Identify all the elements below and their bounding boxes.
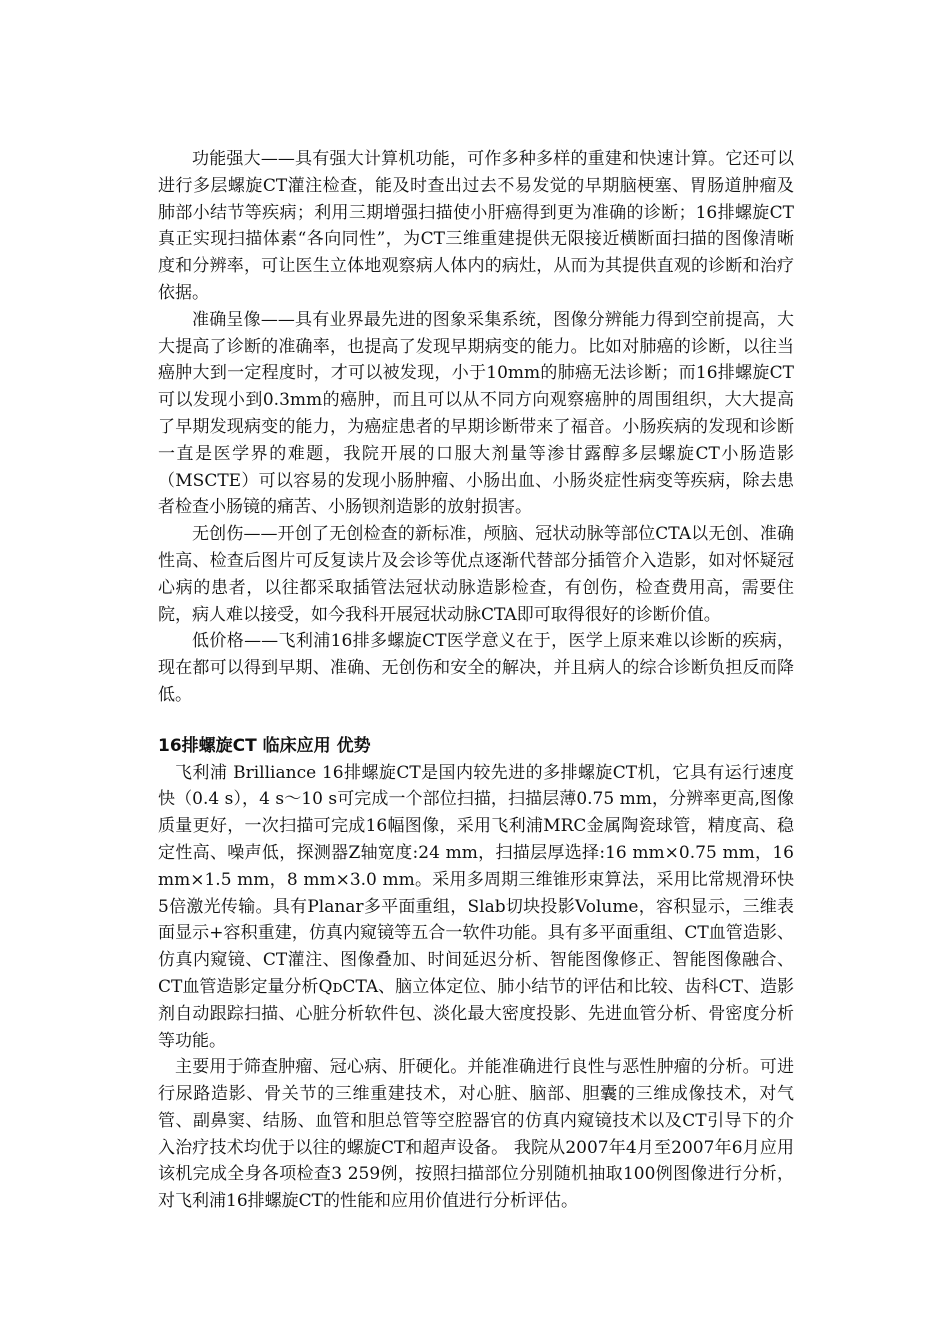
document-page xyxy=(158,146,794,1215)
paragraph-clinical-use: 主要用于筛查肿瘤、冠心病、肝硬化。并能准确进行良性与恶性肿瘤的分析。可进行尿路造影、骨关节的三维重建技术，对心脏、脑部、胆囊的三维成像技术，对气管、副鼻窦、结肠、血管和胆总管等空腔器官的仿真内窥镜技术以及CT引导下的介入治疗技术均优于以往的螺旋CT和超声设备。 我院从2007年4月至2007年6月应用该机完成全身各项检查3 259例，按照扫描部位分别随机抽取100例图像进行分析，对飞利浦16排螺旋CT的性能和应用价值进行分析评估。 xyxy=(158,1057,794,1212)
paragraph-non-invasive: 无创伤——开创了无创检查的新标准，颅脑、冠状动脉等部位CTA以无创、准确性高、检查后图片可反复读片及会诊等优点逐渐代替部分插管介入造影，如对怀疑冠心病的患者，以往都采取插管法冠状动脉造影检查，有创伤，检查费用高，需要住院，病人难以接受，如今我科开展冠状动脉CTA即可取得很好的诊断价值。 xyxy=(158,524,794,625)
section-heading: 16排螺旋CT 临床应用 优势 xyxy=(158,735,371,756)
paragraph-brilliance-specs: 飞利浦 Brilliance 16排螺旋CT是国内较先进的多排螺旋CT机，它具有运行速度快（0.4 s），4 s～10 s可完成一个部位扫描，扫描层薄0.75 mm，分辨率更高,图像质量更好，一次扫描可完成16幅图像，采用飞利浦MRC金属陶瓷球管，精度高、稳定性高、噪声低，探测器Z轴宽度:24 mm，扫描层厚选择:16 mm×0.75 mm，16 mm×1.5 mm，8 mm×3.0 mm。采用多周期三维锥形束算法，采用比常规滑环快5倍激光传输。具有Planar多平面重组，Slab切块投影Volume，容积显示，三维表面显示+容积重建，仿真内窥镜等五合一软件功能。具有多平面重组、CT血管造影、仿真内窥镜、CT灌注、图像叠加、时间延迟分析、智能图像修正、智能图像融合、CT血管造影定量分析QᴅCTA、脑立体定位、肺小结节的评估和比较、齿科CT、造影剂自动跟踪扫描、心脏分析软件包、淡化最大密度投影、先进血管分析、骨密度分析等功能。 xyxy=(158,762,794,1051)
paragraph-accurate-imaging: 准确呈像——具有业界最先进的图象采集系统，图像分辨能力得到空前提高，大大提高了诊断的准确率，也提高了发现早期病变的能力。比如对肺癌的诊断，以往当癌肿大到一定程度时，才可以被发现，小于10mm的肺癌无法诊断；而16排螺旋CT可以发现小到0.3mm的癌肿，而且可以从不同方向观察癌肿的周围组织，大大提高了早期发现病变的能力，为癌症患者的早期诊断带来了福音。小肠疾病的发现和诊断一直是医学界的难题，我院开展的口服大剂量等渗甘露醇多层螺旋CT小肠造影（MSCTE）可以容易的发现小肠肿瘤、小肠出血、小肠炎症性病变等疾病，除去患者检查小肠镜的痛苦、小肠钡剂造影的放射损害。 xyxy=(158,309,794,518)
paragraph-powerful-function: 功能强大——具有强大计算机功能，可作多种多样的重建和快速计算。它还可以进行多层螺旋CT灌注检查，能及时查出过去不易发觉的早期脑梗塞、胃肠道肿瘤及肺部小结节等疾病；利用三期增强扫描使小肝癌得到更为准确的诊断；16排螺旋CT真正实现扫描体素“各向同性”，为CT三维重建提供无限接近横断面扫描的图像清晰度和分辨率，可让医生立体地观察病人体内的病灶，从而为其提供直观的诊断和治疗依据。 xyxy=(158,149,794,303)
paragraph-low-price: 低价格——飞利浦16排多螺旋CT医学意义在于，医学上原来难以诊断的疾病，现在都可以得到早期、准确、无创伤和安全的解决，并且病人的综合诊断负担反而降低。 xyxy=(158,631,794,705)
